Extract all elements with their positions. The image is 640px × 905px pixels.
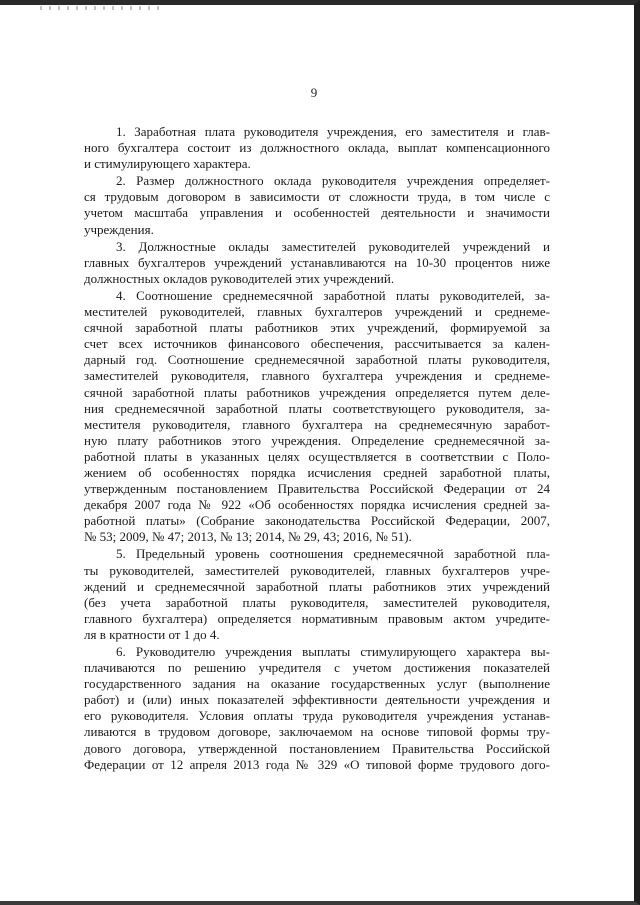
text-line: № 53; 2009, № 47; 2013, № 13; 2014, № 29, 43; 2016, № 51). bbox=[84, 529, 412, 545]
text-line: 2. Размер должностного оклада руководителя учреждения определяет- bbox=[116, 173, 550, 189]
paragraph bbox=[84, 288, 550, 546]
text-line: сячной заработной платы работников этих учреждений, формируемой за bbox=[84, 320, 550, 336]
text-line: ты руководителей, заместителей руководителей, главных бухгалтеров учре- bbox=[84, 562, 550, 578]
text-line: учетом масштаба управления и особенностей деятельности и значимости bbox=[84, 205, 550, 221]
text-line: дарный год. Соотношение среднемесячной заработной платы руководителя, bbox=[84, 352, 550, 368]
text-line: Федерации от 12 апреля 2013 года № 329 «О типовой форме трудового дого- bbox=[84, 756, 550, 772]
text-line: государственного задания на оказание государственных услуг (выполнение bbox=[84, 676, 550, 692]
text-line: ливаются в трудовом договоре, заключаемом на основе типовой формы тру- bbox=[84, 724, 550, 740]
text-line: ного бухгалтера состоит из должностного оклада, выплат компенсационного bbox=[84, 140, 550, 156]
text-line: главного бухгалтера) определяется нормативным правовым актом учредите- bbox=[84, 610, 550, 626]
text-line: ся трудовым договором в зависимости от сложности труда, в том числе с bbox=[84, 189, 550, 205]
paragraph bbox=[84, 546, 550, 643]
text-line: жением об особенностях порядка исчисления средней заработной платы, bbox=[84, 464, 550, 480]
text-line: 5. Предельный уровень соотношения среднемесячной заработной пла- bbox=[116, 546, 550, 562]
text-line: счет всех источников финансового обеспечения, рассчитывается за кален- bbox=[84, 336, 550, 352]
text-line: ля в кратности от 1 до 4. bbox=[84, 626, 220, 642]
text-line: и стимулирующего характера. bbox=[84, 156, 251, 172]
text-line: 1. Заработная плата руководителя учреждения, его заместителя и глав- bbox=[116, 124, 550, 139]
text-line: 4. Соотношение среднемесячной заработной платы руководителей, за- bbox=[116, 287, 550, 303]
text-line: работной платы в указанных целях осуществляется в соответствии с Поло- bbox=[84, 448, 550, 464]
document-body bbox=[84, 124, 550, 774]
text-line: его руководителя. Условия оплаты труда руководителя учреждения устанав- bbox=[84, 708, 550, 724]
text-line: декабря 2007 года № 922 «Об особенностях порядка исчисления средней за- bbox=[84, 497, 550, 513]
text-line: ждений и среднемесячной заработной платы работников этих учреждений bbox=[84, 578, 550, 594]
text-line: (без учета заработной платы руководителя, заместителей руководителя, bbox=[84, 594, 550, 610]
paragraph bbox=[84, 124, 550, 172]
text-line: должностных окладов руководителей этих учреждений. bbox=[84, 270, 395, 286]
page-number: 9 bbox=[310, 85, 318, 100]
text-line: 6. Руководителю учреждения выплаты стимулирующего характера вы- bbox=[116, 644, 550, 659]
text-line: местителей руководителей, главных бухгалтеров учреждений и среднеме- bbox=[84, 304, 550, 320]
paragraph bbox=[84, 239, 550, 287]
text-line: утвержденным постановлением Правительства Российской Федерации от 24 bbox=[84, 481, 550, 497]
text-line: сячной заработной платы работников учреждения определяется путем деле- bbox=[84, 384, 550, 400]
text-line: ную плату работников этого учреждения. Определение среднемесячной за- bbox=[84, 432, 550, 448]
paragraph bbox=[84, 644, 550, 773]
text-line: работной платы» (Собрание законодательства Российской Федерации, 2007, bbox=[84, 513, 550, 529]
text-line: плачиваются по решению учредителя с учетом достижения показателей bbox=[84, 660, 550, 676]
paragraph bbox=[84, 173, 550, 237]
text-line: работ) и (или) иных показателей эффективности деятельности учреждения и bbox=[84, 692, 550, 708]
text-line: учреждения. bbox=[84, 221, 154, 237]
text-line: главных бухгалтеров учреждений устанавливаются на 10-30 процентов ниже bbox=[84, 254, 550, 270]
text-line: заместителей руководителя, главного бухгалтера учреждения и среднеме- bbox=[84, 368, 550, 384]
text-line: местителя руководителя, главного бухгалтера на среднемесячную заработ- bbox=[84, 416, 550, 432]
text-line: 3. Должностные оклады заместителей руководителей учреждений и bbox=[116, 238, 550, 254]
scan-noise bbox=[40, 6, 160, 10]
text-line: ния среднемесячной заработной платы соответствующего руководителя, за- bbox=[84, 400, 550, 416]
text-line: дового договора, утвержденной постановлением Правительства Российской bbox=[84, 740, 550, 756]
